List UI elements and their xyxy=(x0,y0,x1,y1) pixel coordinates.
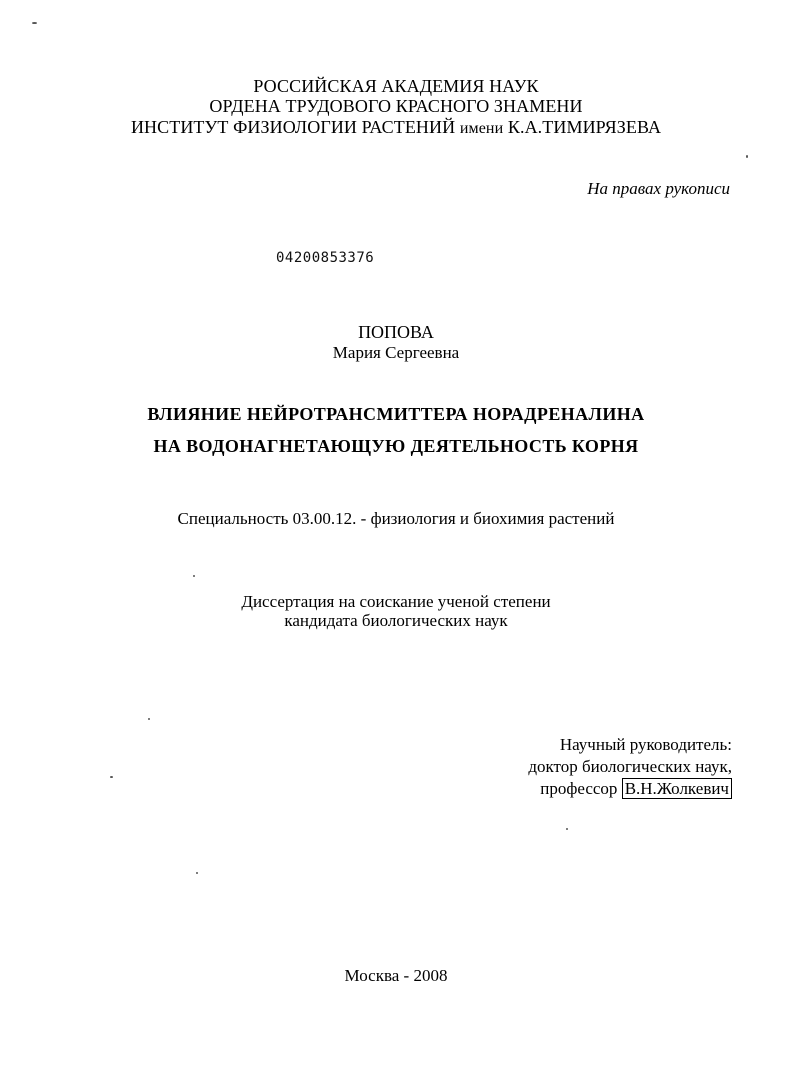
degree-line-1: Диссертация на соискание ученой степени xyxy=(241,592,551,611)
author-given-names: Мария Сергеевна xyxy=(332,343,460,362)
stamp-number: 04200853376 xyxy=(276,250,375,266)
supervisor-title: профессор xyxy=(540,779,618,798)
scan-speck xyxy=(148,718,150,720)
institution-name: ИНСТИТУТ ФИЗИОЛОГИИ РАСТЕНИЙ xyxy=(130,117,456,137)
institution-namesake: К.А.ТИМИРЯЗЕВА xyxy=(507,117,662,137)
rights-note: На правах рукописи xyxy=(587,179,730,198)
supervisor-degree: доктор биологических наук, xyxy=(528,757,732,776)
scan-speck xyxy=(746,155,748,158)
degree-line-2: кандидата биологических наук xyxy=(284,611,508,630)
specialty: Специальность 03.00.12. - физиология и биохимия растений xyxy=(177,509,615,528)
supervisor-title-name xyxy=(540,780,732,797)
scan-speck xyxy=(110,776,113,778)
scan-speck xyxy=(196,872,198,874)
institution-imeni: имени xyxy=(459,120,504,137)
scan-speck xyxy=(193,575,195,577)
scan-speck xyxy=(566,828,568,830)
institution-line-1: РОССИЙСКАЯ АКАДЕМИЯ НАУК xyxy=(253,76,539,96)
institution-line-2: ОРДЕНА ТРУДОВОГО КРАСНОГО ЗНАМЕНИ xyxy=(209,96,583,116)
scan-speck xyxy=(32,22,37,24)
supervisor-label: Научный руководитель: xyxy=(559,735,732,754)
supervisor-name: В.Н.Жолкевич xyxy=(622,778,732,799)
author-surname: ПОПОВА xyxy=(358,322,434,342)
thesis-title-line-2: НА ВОДОНАГНЕТАЮЩУЮ ДЕЯТЕЛЬНОСТЬ КОРНЯ xyxy=(153,436,639,456)
institution-line-3 xyxy=(0,118,792,137)
thesis-title-line-1: ВЛИЯНИЕ НЕЙРОТРАНСМИТТЕРА НОРАДРЕНАЛИНА xyxy=(147,404,645,424)
place-year: Москва - 2008 xyxy=(344,966,448,985)
